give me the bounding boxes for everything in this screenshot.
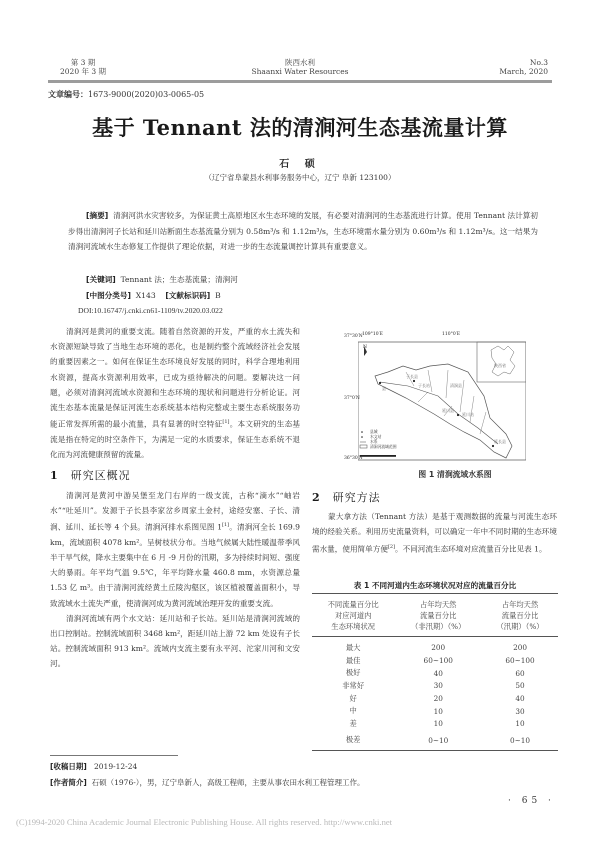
table-row [312, 655, 558, 668]
page-number: · 65 · [508, 796, 555, 806]
table-header-flood [482, 594, 558, 637]
figure-1-caption: 图 1 清涧流域水系图 [418, 470, 492, 479]
header-month: March, 2020 [499, 67, 548, 76]
legend-basin: 清涧河流域范围 [370, 444, 397, 449]
keywords-label: [关键词] [86, 275, 116, 284]
table-cell: 60~100 [505, 656, 535, 666]
section-number: 1 [50, 469, 59, 483]
clc-value: X143 [135, 291, 156, 300]
footnote-rule [50, 755, 178, 756]
place-label: 延川站 [462, 412, 474, 417]
table-cell: 60 [515, 668, 525, 678]
header-issue-cn: 第 3 期 [70, 58, 96, 67]
table-cell: 40 [515, 694, 525, 704]
doc-code-value: B [215, 291, 221, 300]
table-cell: 60~100 [423, 656, 453, 666]
table-row [312, 667, 558, 680]
place-label: 延长县 [494, 439, 506, 444]
section-title: 研究区概况 [70, 469, 131, 483]
citation-ref[interactable]: [2] [387, 543, 396, 550]
table-cell: 0~10 [482, 730, 558, 751]
place-label: 子长站 [418, 383, 430, 388]
header-issue [60, 58, 106, 76]
header-line: 生态环境状况 [331, 622, 376, 631]
header-line: 流量百分比 [419, 611, 457, 620]
section1-paragraph-2: 清涧河流域有两个水文站：延川站和子长站。延川站是清涧河流域的出口控制站。控制流域面积 3468 km²，距延川站上游 72 km 处设有子长站。控制流域面积 913 km²。流域内支流主要有永平河、沱家川河和文安河。 [50, 613, 300, 669]
header-line: 流量百分比 [501, 611, 539, 620]
place-label: 子长县 [406, 374, 418, 379]
table-cell: 200 [513, 643, 527, 653]
table-1 [312, 593, 558, 751]
table-cell: 最大 [345, 642, 361, 652]
doc-code-label: [文献标识码] [165, 291, 211, 300]
table-cell: 0~10 [394, 730, 482, 751]
citation-ref[interactable]: [1] [222, 521, 230, 528]
section-title: 研究方法 [332, 491, 381, 504]
section-heading-1 [50, 468, 300, 483]
place-label: 县 [382, 386, 386, 391]
keywords-text: Tennant 法；生态基流量；清涧河 [120, 275, 238, 284]
table-cell: 好 [349, 693, 357, 703]
paragraph-text: 。清涧河全长 169.9 km，流域面积 4078 km²。呈树枝状分布。当地气候属大陆性暖温带季风半干旱气候，降水主要集中在 6 月 -9 月份的汛期，多为持续时间短、强度大的暴雨。年平均气温 9.5℃，年平均降水量 460.8 mm，水资源总量 1.53 亿 m³。由于清涧河流经黄土丘陵沟壑区，该区植被覆盖面积小，导致流域水土流失严重，使清涧河成为黄河流域治理开发的重要支流。 [50, 522, 300, 608]
header-number: No.3 [529, 58, 548, 67]
section1-paragraph-1 [50, 488, 300, 611]
table-row [312, 692, 558, 705]
copyright-footer: (C)1994-2020 China Academic Journal Electronic Publishing House. All rights reserved. http://www.cnki.net [16, 817, 393, 827]
header-line: 占年均天然 [419, 600, 457, 609]
table-cell: 30 [515, 706, 525, 716]
header-line: （非汛期）（%） [411, 622, 466, 631]
abstract-text: 清涧河洪水灾害较多，为保证黄土高原地区水生态环境的发展，有必要对清涧河的生态基流进行计算。使用 Tennant 法计算初步得出清涧河子长站和延川站断面生态基流量分别为 0.58m³/s 和 1.12m³/s，生态环境需水量分别为 0.60m³/s 和 1.12m³/s。这一结果为清涧河流域水生态修复工作提供了理论依据，对进一步的生态流量调控计算具有重要意义。 [68, 211, 538, 251]
table-header-nonflood [394, 594, 482, 637]
left-column [50, 324, 300, 672]
figure-1-map [344, 332, 526, 466]
table-row [312, 637, 558, 655]
clc-label: [中图分类号] [86, 291, 131, 300]
header-line: 不同流量百分比 [327, 600, 379, 609]
header-line: 对应河道内 [334, 611, 372, 620]
author-bio-label: [作者简介] [50, 778, 87, 787]
right-column [312, 486, 557, 556]
received-label: [收稿日期] [50, 762, 87, 771]
table-header-condition [312, 594, 394, 637]
table-cell: 10 [433, 706, 443, 716]
section-number: 2 [312, 491, 321, 504]
table-row [312, 680, 558, 693]
table-cell: 极好 [345, 668, 361, 678]
table-cell: 30 [433, 681, 443, 691]
author-name: 石 硕 [279, 159, 321, 170]
article-number-label: 文章编号： [48, 90, 88, 99]
paragraph-text: 蒙大拿方法（Tennant 方法）是基于观测数据的流量与河流生态环境的经验关系。利用历史流量资料，可以确定一年中不同时期的生态环境需水量，使用简单方便 [312, 512, 557, 554]
article-number-value: 1673-9000(2020)03-0065-05 [88, 90, 205, 99]
section-heading-2 [312, 490, 557, 505]
abstract [68, 208, 538, 255]
table-cell: 200 [431, 643, 446, 653]
table-cell: 极差 [312, 730, 394, 751]
header-date [499, 58, 548, 76]
paragraph-text: 清涧河是黄河中游吴堡至龙门右岸的一级支流，古称“滴水”“岫岩水”“吐延川”。发源于子长县李家岔乡周家土金村，途经安塞、子长、清涧、延川、延长等 4 个县。清涧河排水系图见图 1 [50, 490, 300, 532]
lon-label: 109°10′E [362, 332, 383, 337]
header-line: （汛期）（%） [496, 622, 544, 631]
author-bio: 石硕（1976-），男，辽宁阜新人，高级工程师，主要从事农田水利工程管理工作。 [91, 778, 365, 787]
abstract-label: [摘要] [86, 211, 109, 220]
doi[interactable]: DOI:10.16747/j.cnki.cn61-1109/tv.2020.03.022 [78, 306, 223, 315]
legend-river: 水系 [370, 439, 378, 444]
keywords [86, 274, 238, 285]
section2-paragraph-1 [312, 509, 557, 556]
legend-county: 县城 [370, 429, 378, 434]
table-row [312, 730, 558, 751]
received-date: 2019-12-24 [94, 762, 138, 771]
table-cell: 40 [433, 668, 443, 678]
place-label: 延川县 [442, 408, 454, 413]
table-cell: 50 [515, 681, 525, 691]
journal-name-en: Shaanxi Water Resources [251, 67, 349, 76]
table-cell: 10 [433, 719, 443, 729]
author-affiliation: （辽宁省阜蒙县水利事务服务中心，辽宁 阜新 123100） [204, 173, 396, 182]
table-cell: 10 [515, 719, 525, 729]
paragraph-text: 。不同河流生态环境对应流量百分比见表 1。 [395, 544, 547, 554]
legend-station: 水文站 [370, 434, 382, 439]
article-number [48, 89, 204, 100]
table-cell: 20 [433, 694, 443, 704]
table-cell: 非常好 [342, 680, 365, 690]
intro-text-tail: 。本文研究的生态基流是指在特定的时空条件下，为满足一定的水质要求，保证生态系统不退化而为河流健康预留的流量。 [50, 419, 301, 460]
table-cell: 差 [349, 718, 357, 728]
lon-label: 110°0′E [442, 332, 461, 337]
header-issue-year: 2020 年 3 期 [60, 67, 107, 76]
intro-text: 清涧河是黄河的重要支流。随着自然资源的开发，严重的水土流失和水资源短缺导致了当地生态环境的恶化，也是制约整个流域经济社会发展的重要因素之一。如何在保证生态环境良好发展的同时，科学合理地利用水资源，提高水资源利用效率，已成为亟待解决的问题。要解决这一问题，必须对清涧河流域水资源和生态环境的现状和问题进行分析论证。河流生态基本流量是保证河流生态系统基本结构完整或主要生态系统服务功能正常发挥所需的最小流量，具有显著的时空特征 [50, 327, 300, 429]
inset-label: 陕西省 [494, 363, 506, 368]
table-cell: 最佳 [345, 655, 361, 665]
header-rule [48, 80, 552, 83]
north-arrow-icon: N [363, 345, 367, 350]
place-label: 清涧县 [450, 383, 462, 388]
table-1-caption: 表 1 不同河道内生态环境状况对应的流量百分比 [353, 581, 517, 590]
classification [86, 290, 221, 301]
header-journal [200, 58, 400, 76]
lat-label: 37°30′N [344, 334, 363, 339]
citation-ref[interactable]: [1] [222, 419, 230, 426]
journal-name-cn: 陕西水利 [285, 58, 315, 67]
footnote-author [50, 777, 365, 788]
page-title: 基于 Tennant 法的清涧河生态基流量计算 [92, 115, 508, 140]
intro-paragraph [50, 324, 300, 462]
table-cell: 中 [349, 706, 357, 716]
header-line: 占年均天然 [501, 600, 539, 609]
footnote-received [50, 761, 137, 772]
table-row [312, 705, 558, 718]
lat-label: 36°30′N [344, 456, 363, 461]
table-header-row [312, 594, 558, 637]
table-row [312, 717, 558, 730]
lat-label: 37°0′N [344, 396, 360, 401]
